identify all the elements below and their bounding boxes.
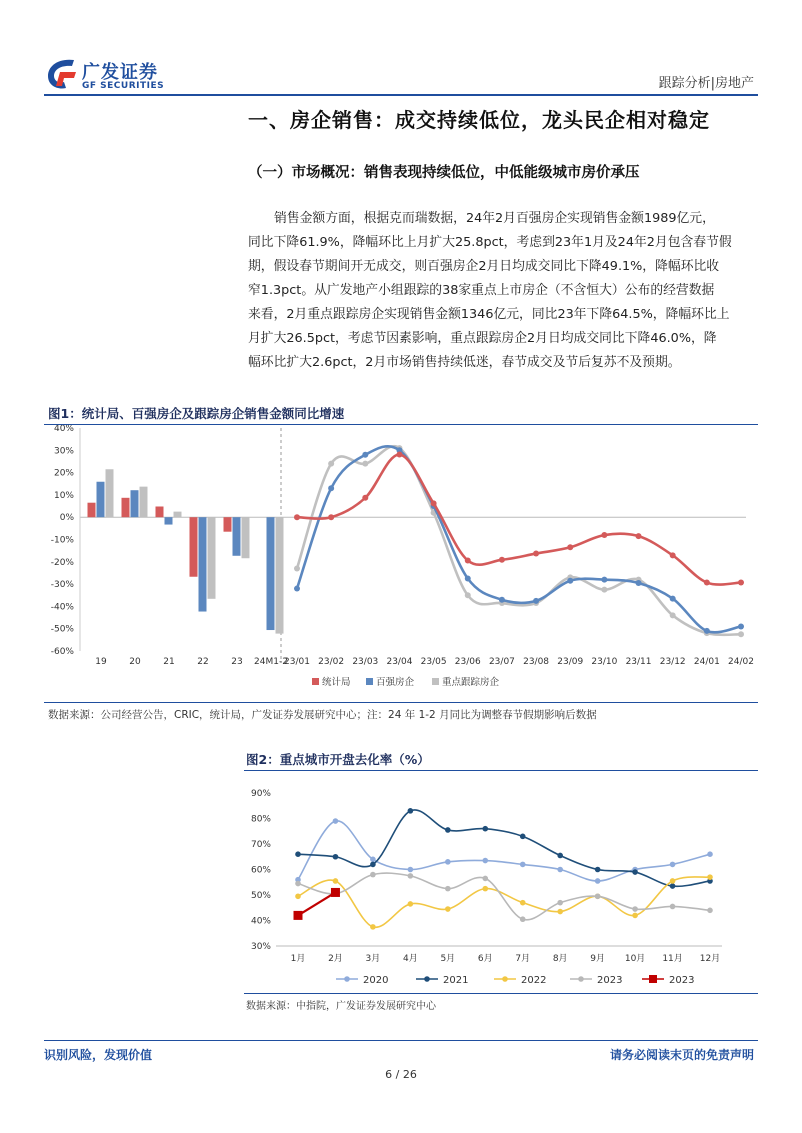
line-series-2020 (298, 821, 710, 881)
x-tick-label: 4月 (402, 954, 418, 964)
y-tick-label: 50% (250, 891, 271, 901)
line-point-统计局 (396, 452, 402, 458)
line-point-2020 (333, 818, 339, 824)
section-title: 一、房企销售：成交持续低位，龙头民企相对稳定 (248, 108, 710, 132)
header-divider (44, 94, 758, 96)
bar-统计局 (190, 517, 198, 577)
bar-category-label: 22 (197, 657, 209, 667)
bar-百强房企 (131, 490, 139, 517)
line-point-重点跟踪房企 (362, 461, 368, 467)
y-tick-label: 20% (53, 468, 74, 479)
y-tick-label: -10% (50, 535, 74, 546)
line-category-label: 23/10 (591, 657, 618, 667)
paragraph-line: 销售金额方面，根据克而瑞数据，24年2月百强房企实现销售金额1989亿元， (274, 211, 715, 226)
line-point-2023 (520, 916, 526, 922)
line-point-2023 (445, 886, 451, 892)
line-point-百强房企 (704, 628, 710, 634)
logo-cn-text: 广发证券 (82, 62, 158, 83)
company-logo (44, 56, 170, 96)
line-point-2020 (445, 859, 451, 865)
legend-marker-2023 (578, 976, 584, 982)
y-tick-label: 0% (59, 513, 74, 524)
line-point-百强房企 (465, 576, 471, 582)
line-point-重点跟踪房企 (328, 461, 334, 467)
line-point-2022 (445, 906, 451, 912)
figure2-title: 图2：重点城市开盘去化率（%） (246, 752, 430, 767)
bar-category-label: 20 (129, 657, 141, 667)
bar-重点跟踪房企 (140, 487, 148, 518)
legend-label: 2023 (669, 975, 695, 986)
line-series-重点跟踪房企 (297, 446, 741, 635)
line-point-2023 (295, 881, 301, 887)
y-tick-label: -60% (50, 647, 74, 657)
line-point-2020 (520, 862, 526, 868)
line-point-统计局 (431, 500, 437, 506)
line-category-label: 24/02 (728, 657, 754, 667)
line-point-2021 (595, 867, 601, 873)
line-category-label: 23/03 (352, 657, 379, 667)
figure1-bottom-rule (44, 702, 758, 703)
body-paragraph (248, 207, 756, 375)
bar-统计局 (224, 517, 232, 531)
footer-slogan: 识别风险，发现价值 (44, 1048, 153, 1062)
y-tick-label: -20% (50, 557, 74, 568)
bar-百强房企 (199, 517, 207, 611)
legend-marker-2020 (344, 976, 350, 982)
line-point-2021 (408, 808, 414, 814)
y-tick-label: 90% (250, 789, 271, 799)
line-point-2023 (632, 906, 638, 912)
line-point-2020 (595, 878, 601, 884)
y-tick-label: 60% (250, 865, 271, 876)
subsection-title: （一）市场概况：销售表现持续低位，中低能级城市房价承压 (248, 165, 640, 181)
line-point-2020 (707, 851, 713, 857)
line-point-2022 (408, 901, 414, 907)
line-point-2022 (520, 900, 526, 906)
line-point-2020 (370, 857, 376, 863)
line-category-label: 23/06 (454, 657, 481, 667)
line-point-2020 (408, 867, 414, 873)
line-point-百强房企 (499, 597, 505, 603)
line-point-2023 (408, 873, 414, 879)
line-point-统计局 (533, 551, 539, 557)
y-tick-label: -30% (50, 580, 74, 591)
legend-label: 统计局 (322, 677, 351, 688)
x-tick-label: 9月 (590, 954, 606, 964)
line-point-统计局 (362, 495, 368, 501)
bar-重点跟踪房企 (106, 469, 114, 517)
line-point-2022 (333, 878, 339, 884)
line-point-百强房企 (738, 623, 744, 629)
line-point-统计局 (499, 557, 505, 563)
bar-重点跟踪房企 (208, 517, 216, 599)
line-category-label: 23/02 (318, 657, 345, 667)
x-tick-label: 1月 (290, 954, 306, 964)
paragraph-line: 同比下降61.9%，降幅环比上月扩大25.8pct，考虑到23年1月及24年2月包含春节假 (248, 235, 732, 250)
line-point-统计局 (465, 557, 471, 563)
bar-百强房企 (233, 517, 241, 556)
line-point-2023 (294, 911, 303, 920)
x-tick-label: 6月 (477, 954, 493, 964)
legend-label: 2020 (363, 975, 389, 986)
bar-百强房企 (97, 482, 105, 517)
y-tick-label: 40% (250, 916, 271, 927)
line-point-重点跟踪房企 (738, 631, 744, 637)
legend-marker-2021 (424, 976, 430, 982)
figure1-chart (44, 425, 758, 695)
line-point-统计局 (294, 514, 300, 520)
page-number: 6 / 26 (385, 1068, 417, 1081)
line-point-统计局 (670, 552, 676, 558)
bar-统计局 (88, 503, 96, 517)
x-tick-label: 11月 (662, 954, 683, 964)
paragraph-line: 月扩大26.5pct，考虑节因素影响，重点跟踪房企2月日均成交同比下降46.0%，降 (248, 331, 717, 346)
line-point-2020 (670, 862, 676, 868)
line-category-label: 23/05 (420, 657, 447, 667)
line-point-2021 (520, 834, 526, 840)
paragraph-line: 窄1.3pct。从广发地产小组跟踪的38家重点上市房企（不含恒大）公布的经营数据 (248, 283, 715, 298)
line-point-2023 (482, 876, 488, 882)
figure1-title: 图1：统计局、百强房企及跟踪房企销售金额同比增速 (48, 406, 345, 421)
line-point-百强房企 (533, 598, 539, 604)
line-point-2023 (557, 900, 563, 906)
legend-marker-2023 (649, 975, 657, 983)
line-point-2020 (557, 867, 563, 873)
line-point-重点跟踪房企 (601, 587, 607, 593)
line-point-百强房企 (294, 586, 300, 592)
y-tick-label: 30% (53, 446, 74, 457)
line-point-2022 (632, 913, 638, 919)
line-point-统计局 (704, 580, 710, 586)
line-point-2021 (557, 853, 563, 859)
line-category-label: 23/11 (625, 657, 652, 667)
y-tick-label: -50% (50, 624, 74, 635)
line-point-百强房企 (601, 577, 607, 583)
line-point-2021 (370, 862, 376, 868)
line-point-2020 (482, 858, 488, 864)
line-point-2022 (670, 878, 676, 884)
line-point-2022 (557, 909, 563, 915)
line-category-label: 23/07 (488, 657, 515, 667)
legend-marker-2022 (502, 976, 508, 982)
x-tick-label: 8月 (552, 954, 568, 964)
bar-category-label: 24M1-2 (254, 657, 288, 667)
figure2-top-rule (244, 770, 758, 771)
figure2-chart (244, 775, 758, 990)
line-point-2022 (707, 874, 713, 880)
line-point-2021 (295, 851, 301, 857)
legend-swatch-统计局 (312, 678, 319, 685)
bar-重点跟踪房企 (242, 517, 250, 558)
y-tick-label: 40% (53, 425, 74, 434)
figure2-source: 数据来源：中指院，广发证券发展研究中心 (246, 1001, 436, 1012)
figure1-source: 数据来源：公司经营公告，CRIC，统计局，广发证券发展研究中心；注：24 年 1-2 月同比为调整春节假期影响后数据 (48, 709, 597, 721)
legend-label: 百强房企 (376, 677, 415, 688)
paragraph-line: 期，假设春节期间开无成交，则百强房企2月日均成交同比下降49.1%，降幅环比收 (248, 259, 720, 274)
line-category-label: 23/08 (523, 657, 550, 667)
line-point-2023 (370, 872, 376, 878)
line-series-统计局 (297, 455, 741, 585)
paragraph-line: 幅环比扩大2.6pct，2月市场销售持续低迷，春节成交及节后复苏不及预期。 (248, 355, 681, 370)
line-point-统计局 (738, 580, 744, 586)
line-point-2021 (333, 854, 339, 860)
legend-swatch-百强房企 (366, 678, 373, 685)
line-point-2021 (670, 883, 676, 889)
bar-category-label: 21 (163, 657, 175, 667)
x-tick-label: 12月 (699, 954, 721, 964)
x-tick-label: 5月 (440, 954, 456, 964)
line-series-2023 (298, 892, 335, 915)
line-category-label: 23/04 (386, 657, 413, 667)
bar-category-label: 23 (231, 657, 243, 667)
line-point-重点跟踪房企 (465, 592, 471, 598)
line-point-2021 (632, 869, 638, 875)
gf-logo-icon (44, 56, 78, 92)
line-category-label: 24/01 (693, 657, 720, 667)
line-point-统计局 (328, 514, 334, 520)
bar-百强房企 (165, 517, 173, 524)
line-point-2021 (445, 827, 451, 833)
line-point-统计局 (567, 544, 573, 550)
line-point-2021 (482, 826, 488, 832)
line-category-label: 23/12 (659, 657, 686, 667)
y-tick-label: -40% (50, 602, 74, 613)
line-point-2022 (370, 924, 376, 930)
bar-category-label: 19 (95, 657, 107, 667)
line-category-label: 23/09 (557, 657, 584, 667)
footer-disclaimer-link[interactable]: 请务必阅读末页的免责声明 (609, 1048, 754, 1062)
footer-divider (44, 1040, 758, 1041)
legend-label: 2021 (443, 975, 469, 986)
legend-swatch-重点跟踪房企 (432, 678, 439, 685)
line-series-2021 (298, 810, 710, 886)
line-point-百强房企 (362, 452, 368, 458)
legend-label: 重点跟踪房企 (442, 677, 500, 688)
bar-百强房企 (267, 517, 275, 630)
y-tick-label: 30% (250, 942, 271, 952)
line-point-百强房企 (567, 578, 573, 584)
x-tick-label: 7月 (515, 954, 531, 964)
bar-重点跟踪房企 (276, 517, 284, 633)
x-tick-label: 3月 (365, 954, 381, 964)
line-point-2022 (295, 893, 301, 899)
line-point-重点跟踪房企 (294, 565, 300, 571)
bar-重点跟踪房企 (174, 512, 182, 518)
line-point-2022 (482, 886, 488, 892)
line-point-统计局 (601, 532, 607, 538)
line-point-百强房企 (636, 580, 642, 586)
x-tick-label: 10月 (624, 954, 646, 964)
line-point-2023 (670, 904, 676, 910)
bar-统计局 (122, 498, 130, 517)
logo-en-text: GF SECURITIES (82, 81, 165, 91)
line-point-2023 (331, 888, 340, 897)
line-point-重点跟踪房企 (670, 612, 676, 618)
y-tick-label: 10% (53, 490, 74, 501)
line-category-label: 23/01 (284, 657, 310, 667)
y-tick-label: 80% (250, 814, 271, 825)
figure2-bottom-rule (244, 993, 758, 994)
report-category: 跟踪分析|房地产 (658, 76, 754, 91)
y-tick-label: 70% (250, 840, 271, 850)
x-tick-label: 2月 (328, 954, 343, 964)
line-point-百强房企 (670, 596, 676, 602)
bar-统计局 (156, 506, 164, 517)
line-point-2023 (595, 893, 601, 899)
paragraph-line: 来看，2月重点跟踪房企实现销售金额1346亿元，同比23年下降64.5%，降幅环比上 (248, 307, 730, 322)
line-point-2023 (707, 908, 713, 914)
line-point-统计局 (636, 533, 642, 539)
legend-label: 2022 (521, 975, 547, 986)
line-series-2022 (298, 877, 710, 927)
line-point-百强房企 (328, 485, 334, 491)
legend-label: 2023 (597, 975, 623, 986)
